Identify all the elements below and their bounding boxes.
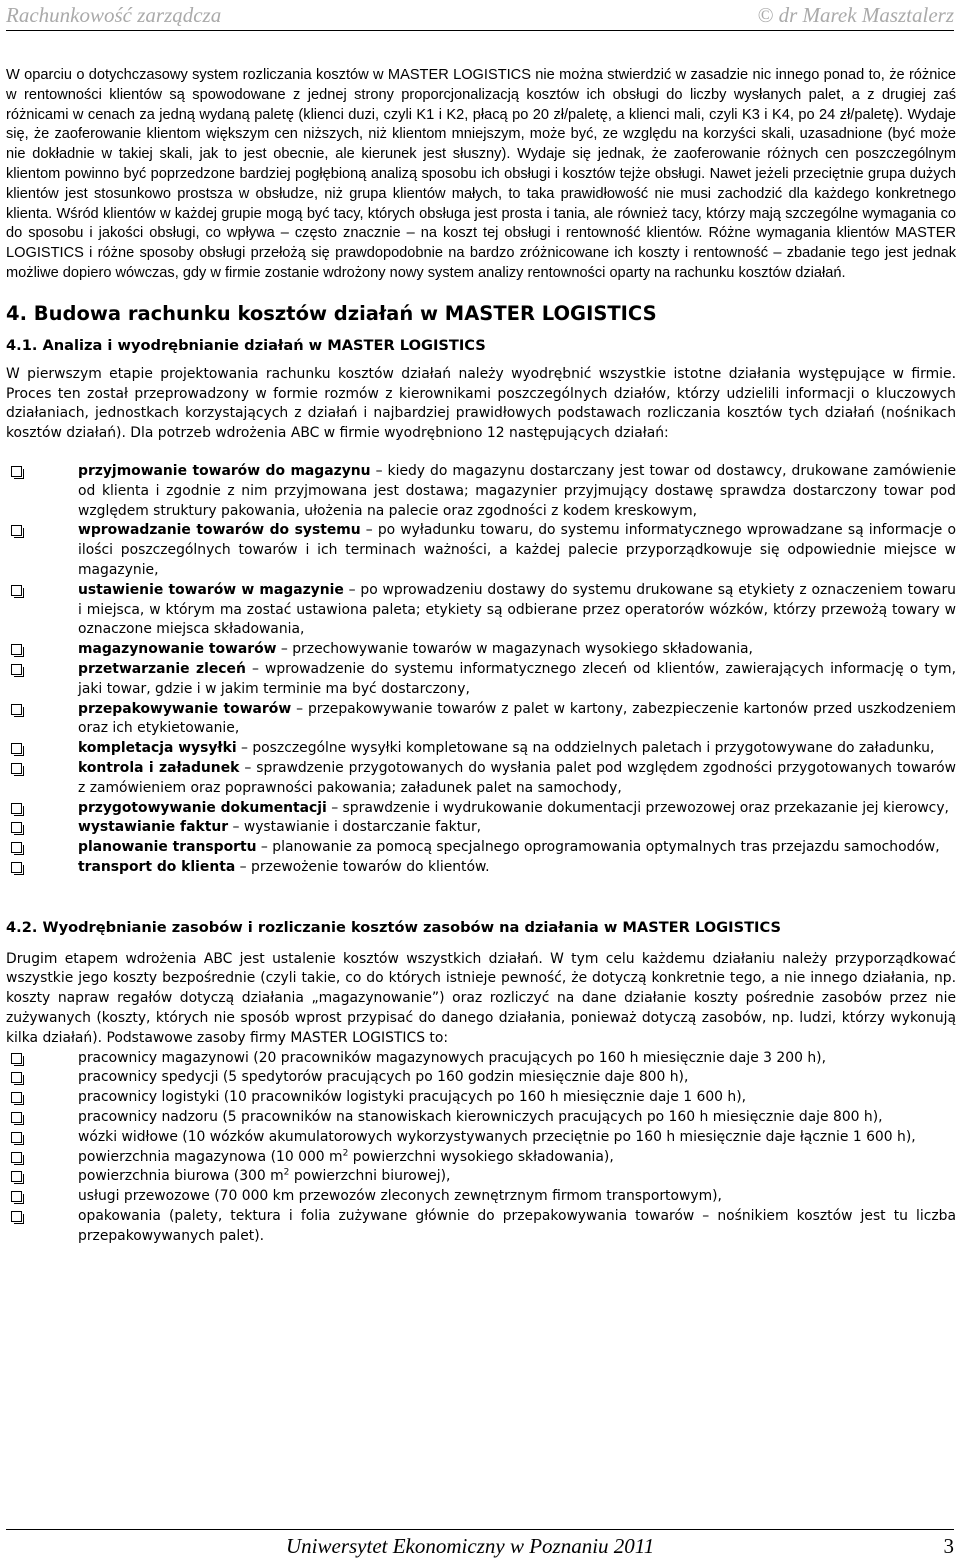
section-4-2-heading: 4.2. Wyodrębnianie zasobów i rozliczanie kosztów zasobów na działania w MASTER LOGISTICS xyxy=(6,918,781,936)
list-item: przygotowywanie dokumentacji – sprawdzenie i wydrukowanie dokumentacji przewozowej oraz przekazanie jej kierowcy, xyxy=(6,799,956,819)
section-4-2-paragraph: Drugim etapem wdrożenia ABC jest ustalenie kosztów wszystkich działań. W tym celu każdemu działaniu należy przyporządkować wszystkie jego koszty bezpośrednie (czyli takie, co do których istnieje pewność, że dotyczą konkretnie tego, a nie innego działania, np. koszty napraw regałów dotyczą działania „magazynowanie”) oraz rozliczyć na dane działanie koszty pośrednie zasobów przez nie zużywanych (koszty, których nie sposób wprost przypisać do danego działania, ponieważ dotyczą zasobów, np. ludzi, którzy wykonują kilka działań). Podstawowe zasoby firmy MASTER LOGISTICS to: xyxy=(6,950,956,1046)
checkbox-bullet-icon xyxy=(11,842,22,853)
list-item: pracownicy logistyki (10 pracowników logistyki pracujących po 160 h miesięcznie daje 1 600 h), xyxy=(6,1088,956,1108)
list-item: wystawianie faktur – wystawianie i dostarczanie faktur, xyxy=(6,818,956,838)
checkbox-bullet-icon xyxy=(11,763,22,774)
list-item: przetwarzanie zleceń – wprowadzenie do systemu informatycznego zleceń od klientów, zawierających informację o tym, jaki towar, gdzie i w jakim terminie ma być dostarczony, xyxy=(6,660,956,700)
checkbox-bullet-icon xyxy=(11,803,22,814)
list-item: wprowadzanie towarów do systemu – po wyładunku towaru, do systemu informatycznego wprowadzane są informacje o ilości poszczególnych towarów i ich terminach ważności, a każdej palecie przyporządkowuje się odpowiednie miejsce w magazynie, xyxy=(6,521,956,580)
list-item: transport do klienta – przewożenie towarów do klientów. xyxy=(6,858,956,878)
header-course-title: Rachunkowość zarządcza xyxy=(6,3,222,27)
checkbox-bullet-icon xyxy=(11,862,22,873)
checkbox-bullet-icon xyxy=(11,1152,22,1163)
page-header xyxy=(6,0,954,31)
checkbox-bullet-icon xyxy=(11,822,22,833)
list-item: usługi przewozowe (70 000 km przewozów zleconych zewnętrznym firmom transportowym), xyxy=(6,1187,956,1207)
checkbox-bullet-icon xyxy=(11,525,22,536)
list-item: pracownicy magazynowi (20 pracowników magazynowych pracujących po 160 h miesięcznie daje 3 200 h), xyxy=(6,1049,956,1069)
list-item: magazynowanie towarów – przechowywanie towarów w magazynach wysokiego składowania, xyxy=(6,640,956,660)
list-item: przyjmowanie towarów do magazynu – kiedy do magazynu dostarczany jest towar od dostawcy, drukowane zamówienie od klienta i zgodnie z nim przyjmowana jest dostawa; magazynier przyjmujący dostawę sprawdza dostarczony towar pod względem struktury pakowania, ułożenia na palecie oraz zgodności z kodem kreskowym, xyxy=(6,462,956,521)
list-item: pracownicy spedycji (5 spedytorów pracujących po 160 godzin miesięcznie daje 800 h), xyxy=(6,1068,956,1088)
checkbox-bullet-icon xyxy=(11,743,22,754)
checkbox-bullet-icon xyxy=(11,1092,22,1103)
section-4-1-paragraph: W pierwszym etapie projektowania rachunku kosztów działań należy wyodrębnić wszystkie istotne działania występujące w firmie. Proces ten został przeprowadzony w formie rozmów z kierownikami poszczególnych działów, którzy udzielili informacji o kluczowych działaniach, jednostkach korzystających z działań i najbardziej prawidłowych podstawach rozliczania kosztów tych działań (nośnikach kosztów działań). Dla potrzeb wdrożenia ABC w firmie wyodrębniono 12 następujących działań: xyxy=(6,365,956,442)
list-item: pracownicy nadzoru (5 pracowników na stanowiskach kierowniczych pracujących po 160 h miesięcznie daje 800 h), xyxy=(6,1108,956,1128)
list-item: planowanie transportu – planowanie za pomocą specjalnego oprogramowania optymalnych tras przejazdu samochodów, xyxy=(6,838,956,858)
checkbox-bullet-icon xyxy=(11,585,22,596)
checkbox-bullet-icon xyxy=(11,1132,22,1143)
resources-list xyxy=(6,1049,956,1247)
checkbox-bullet-icon xyxy=(11,1211,22,1222)
list-item: opakowania (palety, tektura i folia zużywane głównie do przepakowywania towarów – nośnikiem kosztów jest tu liczba przepakowywanych palet). xyxy=(6,1207,956,1247)
intro-paragraph: W oparciu o dotychczasowy system rozliczania kosztów w MASTER LOGISTICS nie można stwierdzić w zasadzie nic innego ponad to, że różnice w rentowności klientów są spowodowane z jednej strony proporcjonalizacją kosztów ich obsługi do liczby wysłanych palet, a z drugiej zaś różnicami w cenach za jedną wydaną paletę (klienci duzi, czyli K1 i K2, płacą po 20 zł/paletę, a klienci mali, czyli K3 i K4, po 24 zł/paletę). Wydaje się, że zaoferowanie klientom większym cen niższych, niż klientom mniejszym, może być, ze względu na korzyści skali, uzasadnione (być może nie dokładnie w takiej skali, jak to jest obecnie, ale kierunek jest słuszny). Wydaje się jednak, że zaoferowanie różnych cen poszczególnym klientom powinno być poprzedzone bardziej pogłębioną analizą sposobu ich obsługi i kosztów tejże obsługi. Nawet jeżeli przeciętnie grupa dużych klientów jest stosunkowo prostsza w obsłudze, niż grupa klientów małych, to taka prawidłowość nie musi zachodzić dla każdego konkretnego klienta. Wśród klientów w każdej grupie mogą być tacy, których obsługa jest prosta i tania, ale również tacy, którzy mają szczególne wymagania co do sposobu i jakości obsługi, co wpływa – często znacznie – na koszt tej obsługi i rentowność klientów. Różne wymagania klientów MASTER LOGISTICS i różne sposoby obsługi przełożą się prawdopodobnie na bardzo zróżnicowane ich koszty i rentowność – zbadanie tego jest jednak możliwe dopiero wówczas, gdy w firmie zostanie wdrożony nowy system analizy rentowności oparty na rachunku kosztów działań. xyxy=(6,67,956,281)
checkbox-bullet-icon xyxy=(11,1112,22,1123)
list-item: ustawienie towarów w magazynie – po wprowadzeniu dostawy do systemu drukowane są etykiety z oznaczeniem towaru i miejsca, w którym ma zostać ustawiona paleta; etykiety są odbierane przez operatorów wózków, którzy przewożą towary w oznaczone miejsca składowania, xyxy=(6,581,956,640)
checkbox-bullet-icon xyxy=(11,1072,22,1083)
list-item: powierzchnia biurowa (300 $m^2$ powierzchni biurowej), xyxy=(6,1167,956,1187)
page-number: 3 xyxy=(943,1534,954,1558)
document-body xyxy=(6,66,956,1247)
footer-university: Uniwersytet Ekonomiczny w Poznaniu 2011 xyxy=(286,1534,655,1558)
checkbox-bullet-icon xyxy=(11,466,22,477)
checkbox-bullet-icon xyxy=(11,1053,22,1064)
checkbox-bullet-icon xyxy=(11,664,22,675)
list-item: kompletacja wysyłki – poszczególne wysyłki kompletowane są na oddzielnych paletach i przygotowywane do załadunku, xyxy=(6,739,956,759)
checkbox-bullet-icon xyxy=(11,644,22,655)
list-item: powierzchnia magazynowa (10 000 $m^2$ powierzchni wysokiego składowania), xyxy=(6,1148,956,1168)
section-4-heading: 4. Budowa rachunku kosztów działań w MASTER LOGISTICS xyxy=(6,301,657,325)
checkbox-bullet-icon xyxy=(11,1171,22,1182)
header-author: © dr Marek Masztalerz xyxy=(757,3,954,27)
list-item: przepakowywanie towarów – przepakowywanie towarów z palet w kartony, zabezpieczenie kartonów przed uszkodzeniem oraz ich etykietowanie, xyxy=(6,700,956,740)
page-footer xyxy=(6,1529,954,1560)
list-item: wózki widłowe (10 wózków akumulatorowych wykorzystywanych przeciętnie po 160 h miesięcznie daje łącznie 1 600 h), xyxy=(6,1128,956,1148)
list-item: kontrola i załadunek – sprawdzenie przygotowanych do wysłania palet pod względem zgodności przygotowanych towarów z zamówieniem oraz poprawności pakowania; załadunek palet na samochody, xyxy=(6,759,956,799)
checkbox-bullet-icon xyxy=(11,1191,22,1202)
section-4-1-heading: 4.1. Analiza i wyodrębnianie działań w MASTER LOGISTICS xyxy=(6,336,486,354)
checkbox-bullet-icon xyxy=(11,704,22,715)
activities-list xyxy=(6,462,956,878)
